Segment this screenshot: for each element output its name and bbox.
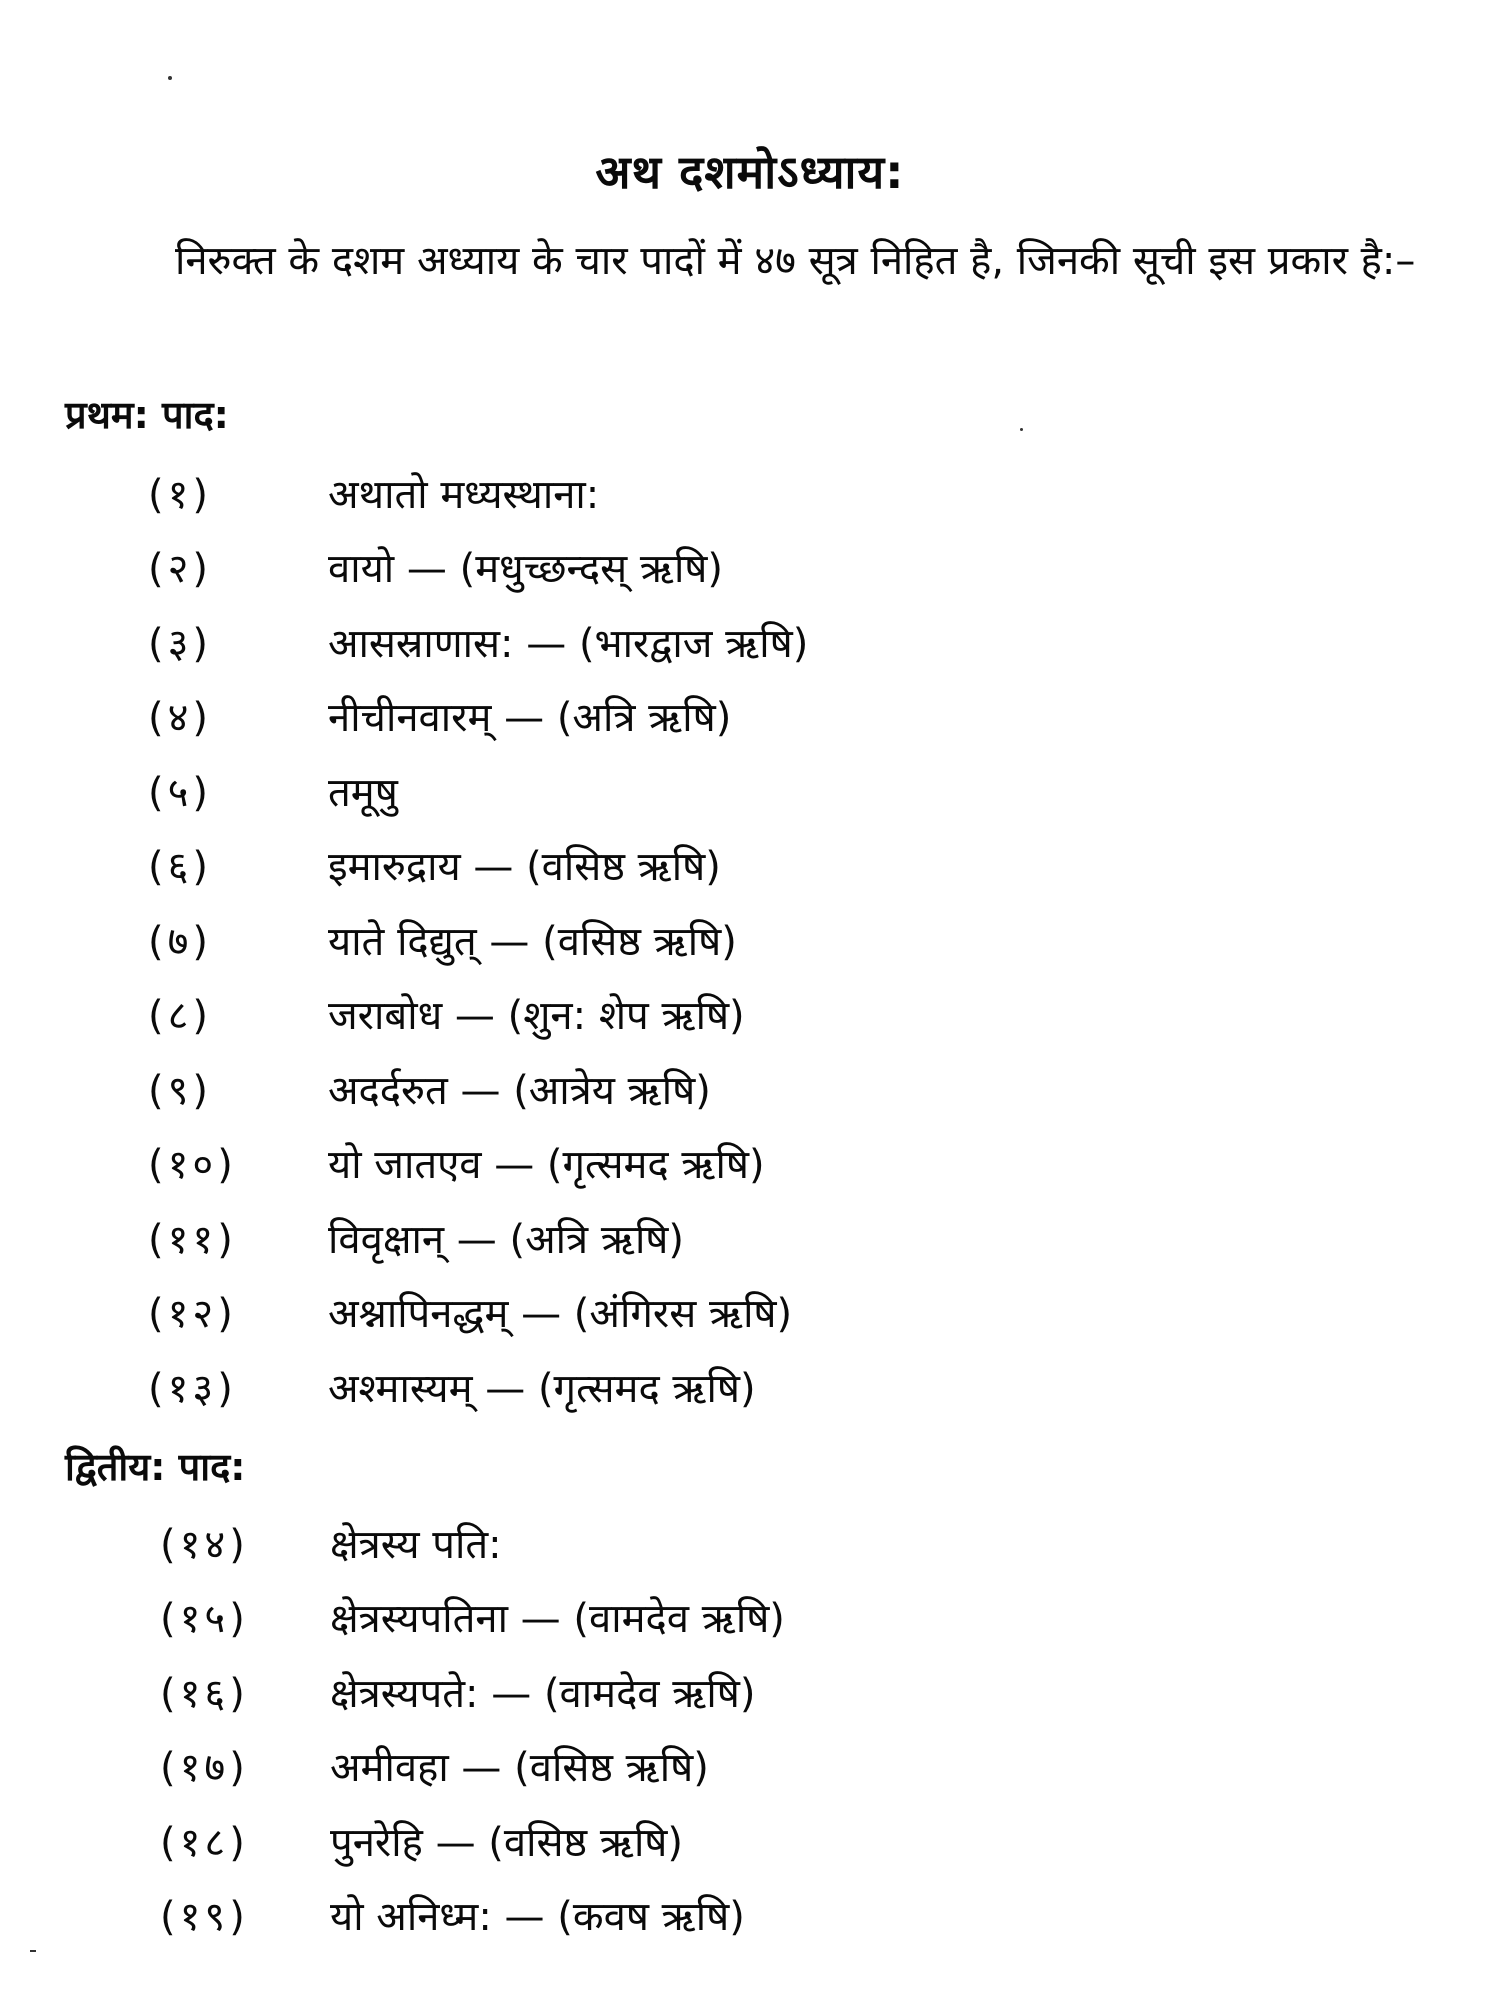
chapter-title: अथ दशमोऽध्याय: bbox=[595, 145, 905, 199]
sutra-number: (१७) bbox=[160, 1745, 249, 1792]
sutra-item bbox=[148, 1051, 808, 1126]
sutra-text: नीचीनवारम् — (अत्रि ऋषि) bbox=[328, 695, 732, 742]
sutra-list-pada-1 bbox=[148, 455, 808, 1424]
scan-speck bbox=[168, 76, 172, 80]
sutra-number: (७) bbox=[148, 918, 213, 965]
scan-speck bbox=[30, 1950, 36, 1952]
sutra-text: क्षेत्रस्यपते: — (वामदेव ऋषि) bbox=[330, 1670, 756, 1717]
sutra-text: क्षेत्रस्य पति: bbox=[330, 1521, 502, 1568]
sutra-item bbox=[160, 1878, 785, 1953]
sutra-number: (१९) bbox=[160, 1894, 249, 1941]
sutra-text: जराबोध — (शुन: शेप ऋषि) bbox=[328, 993, 745, 1040]
sutra-text: अमीवहा — (वसिष्ठ ऋषि) bbox=[330, 1745, 709, 1792]
sutra-item bbox=[160, 1729, 785, 1804]
sutra-number: (१५) bbox=[160, 1596, 249, 1643]
sutra-text: क्षेत्रस्यपतिना — (वामदेव ऋषि) bbox=[330, 1596, 785, 1643]
sutra-text: पुनरेहि — (वसिष्ठ ऋषि) bbox=[330, 1819, 684, 1866]
sutra-number: (८) bbox=[148, 993, 213, 1040]
sutra-number: (२) bbox=[148, 546, 213, 593]
sutra-list-pada-2 bbox=[160, 1505, 785, 1952]
sutra-number: (१६) bbox=[160, 1670, 249, 1717]
sutra-item bbox=[148, 455, 808, 530]
sutra-text: आसस्राणास: — (भारद्वाज ऋषि) bbox=[328, 620, 809, 667]
sutra-number: (११) bbox=[148, 1216, 237, 1263]
sutra-item bbox=[148, 902, 808, 977]
scan-speck bbox=[1020, 428, 1023, 431]
sutra-number: (५) bbox=[148, 769, 213, 816]
sutra-text: यो जातएव — (गृत्समद ऋषि) bbox=[328, 1142, 765, 1189]
sutra-item bbox=[148, 1275, 808, 1350]
sutra-item bbox=[148, 530, 808, 605]
sutra-text: याते दिद्युत् — (वसिष्ठ ऋषि) bbox=[328, 918, 737, 965]
sutra-number: (१३) bbox=[148, 1365, 237, 1412]
sutra-item bbox=[148, 977, 808, 1052]
sutra-text: इमारुद्राय — (वसिष्ठ ऋषि) bbox=[328, 844, 721, 891]
sutra-number: (४) bbox=[148, 695, 213, 742]
sutra-number: (१०) bbox=[148, 1142, 237, 1189]
sutra-text: विवृक्षान् — (अत्रि ऋषि) bbox=[328, 1216, 685, 1263]
sutra-text: अदर्दरुत — (आत्रेय ऋषि) bbox=[328, 1067, 711, 1114]
sutra-text: तमूषु bbox=[328, 769, 398, 816]
section-heading-pada-1: प्रथम: पाद: bbox=[65, 393, 229, 437]
sutra-item bbox=[148, 1126, 808, 1201]
sutra-item bbox=[160, 1803, 785, 1878]
sutra-item bbox=[148, 679, 808, 754]
sutra-item bbox=[160, 1505, 785, 1580]
sutra-text: यो अनिध्म: — (कवष ऋषि) bbox=[330, 1894, 745, 1941]
sutra-number: (१४) bbox=[160, 1521, 249, 1568]
sutra-text: वायो — (मधुच्छन्दस् ऋषि) bbox=[328, 546, 724, 593]
sutra-item bbox=[148, 1200, 808, 1275]
sutra-text: अश्मास्यम् — (गृत्समद ऋषि) bbox=[328, 1365, 756, 1412]
sutra-number: (३) bbox=[148, 620, 213, 667]
sutra-number: (१८) bbox=[160, 1819, 249, 1866]
sutra-item bbox=[148, 828, 808, 903]
sutra-item bbox=[148, 604, 808, 679]
sutra-number: (६) bbox=[148, 844, 213, 891]
sutra-number: (१२) bbox=[148, 1291, 237, 1338]
sutra-item bbox=[148, 753, 808, 828]
sutra-text: अथातो मध्यस्थाना: bbox=[328, 471, 600, 518]
sutra-text: अश्नापिनद्धम् — (अंगिरस ऋषि) bbox=[328, 1291, 793, 1338]
sutra-number: (१) bbox=[148, 471, 213, 518]
section-heading-pada-2: द्वितीय: पाद: bbox=[65, 1445, 246, 1489]
sutra-item bbox=[160, 1654, 785, 1729]
sutra-number: (९) bbox=[148, 1067, 213, 1114]
sutra-item bbox=[148, 1349, 808, 1424]
intro-paragraph: निरुक्त के दशम अध्याय के चार पादों में ४७ सूत्र निहित है, जिनकी सूची इस प्रकार है:– bbox=[175, 238, 1416, 284]
sutra-item bbox=[160, 1580, 785, 1655]
